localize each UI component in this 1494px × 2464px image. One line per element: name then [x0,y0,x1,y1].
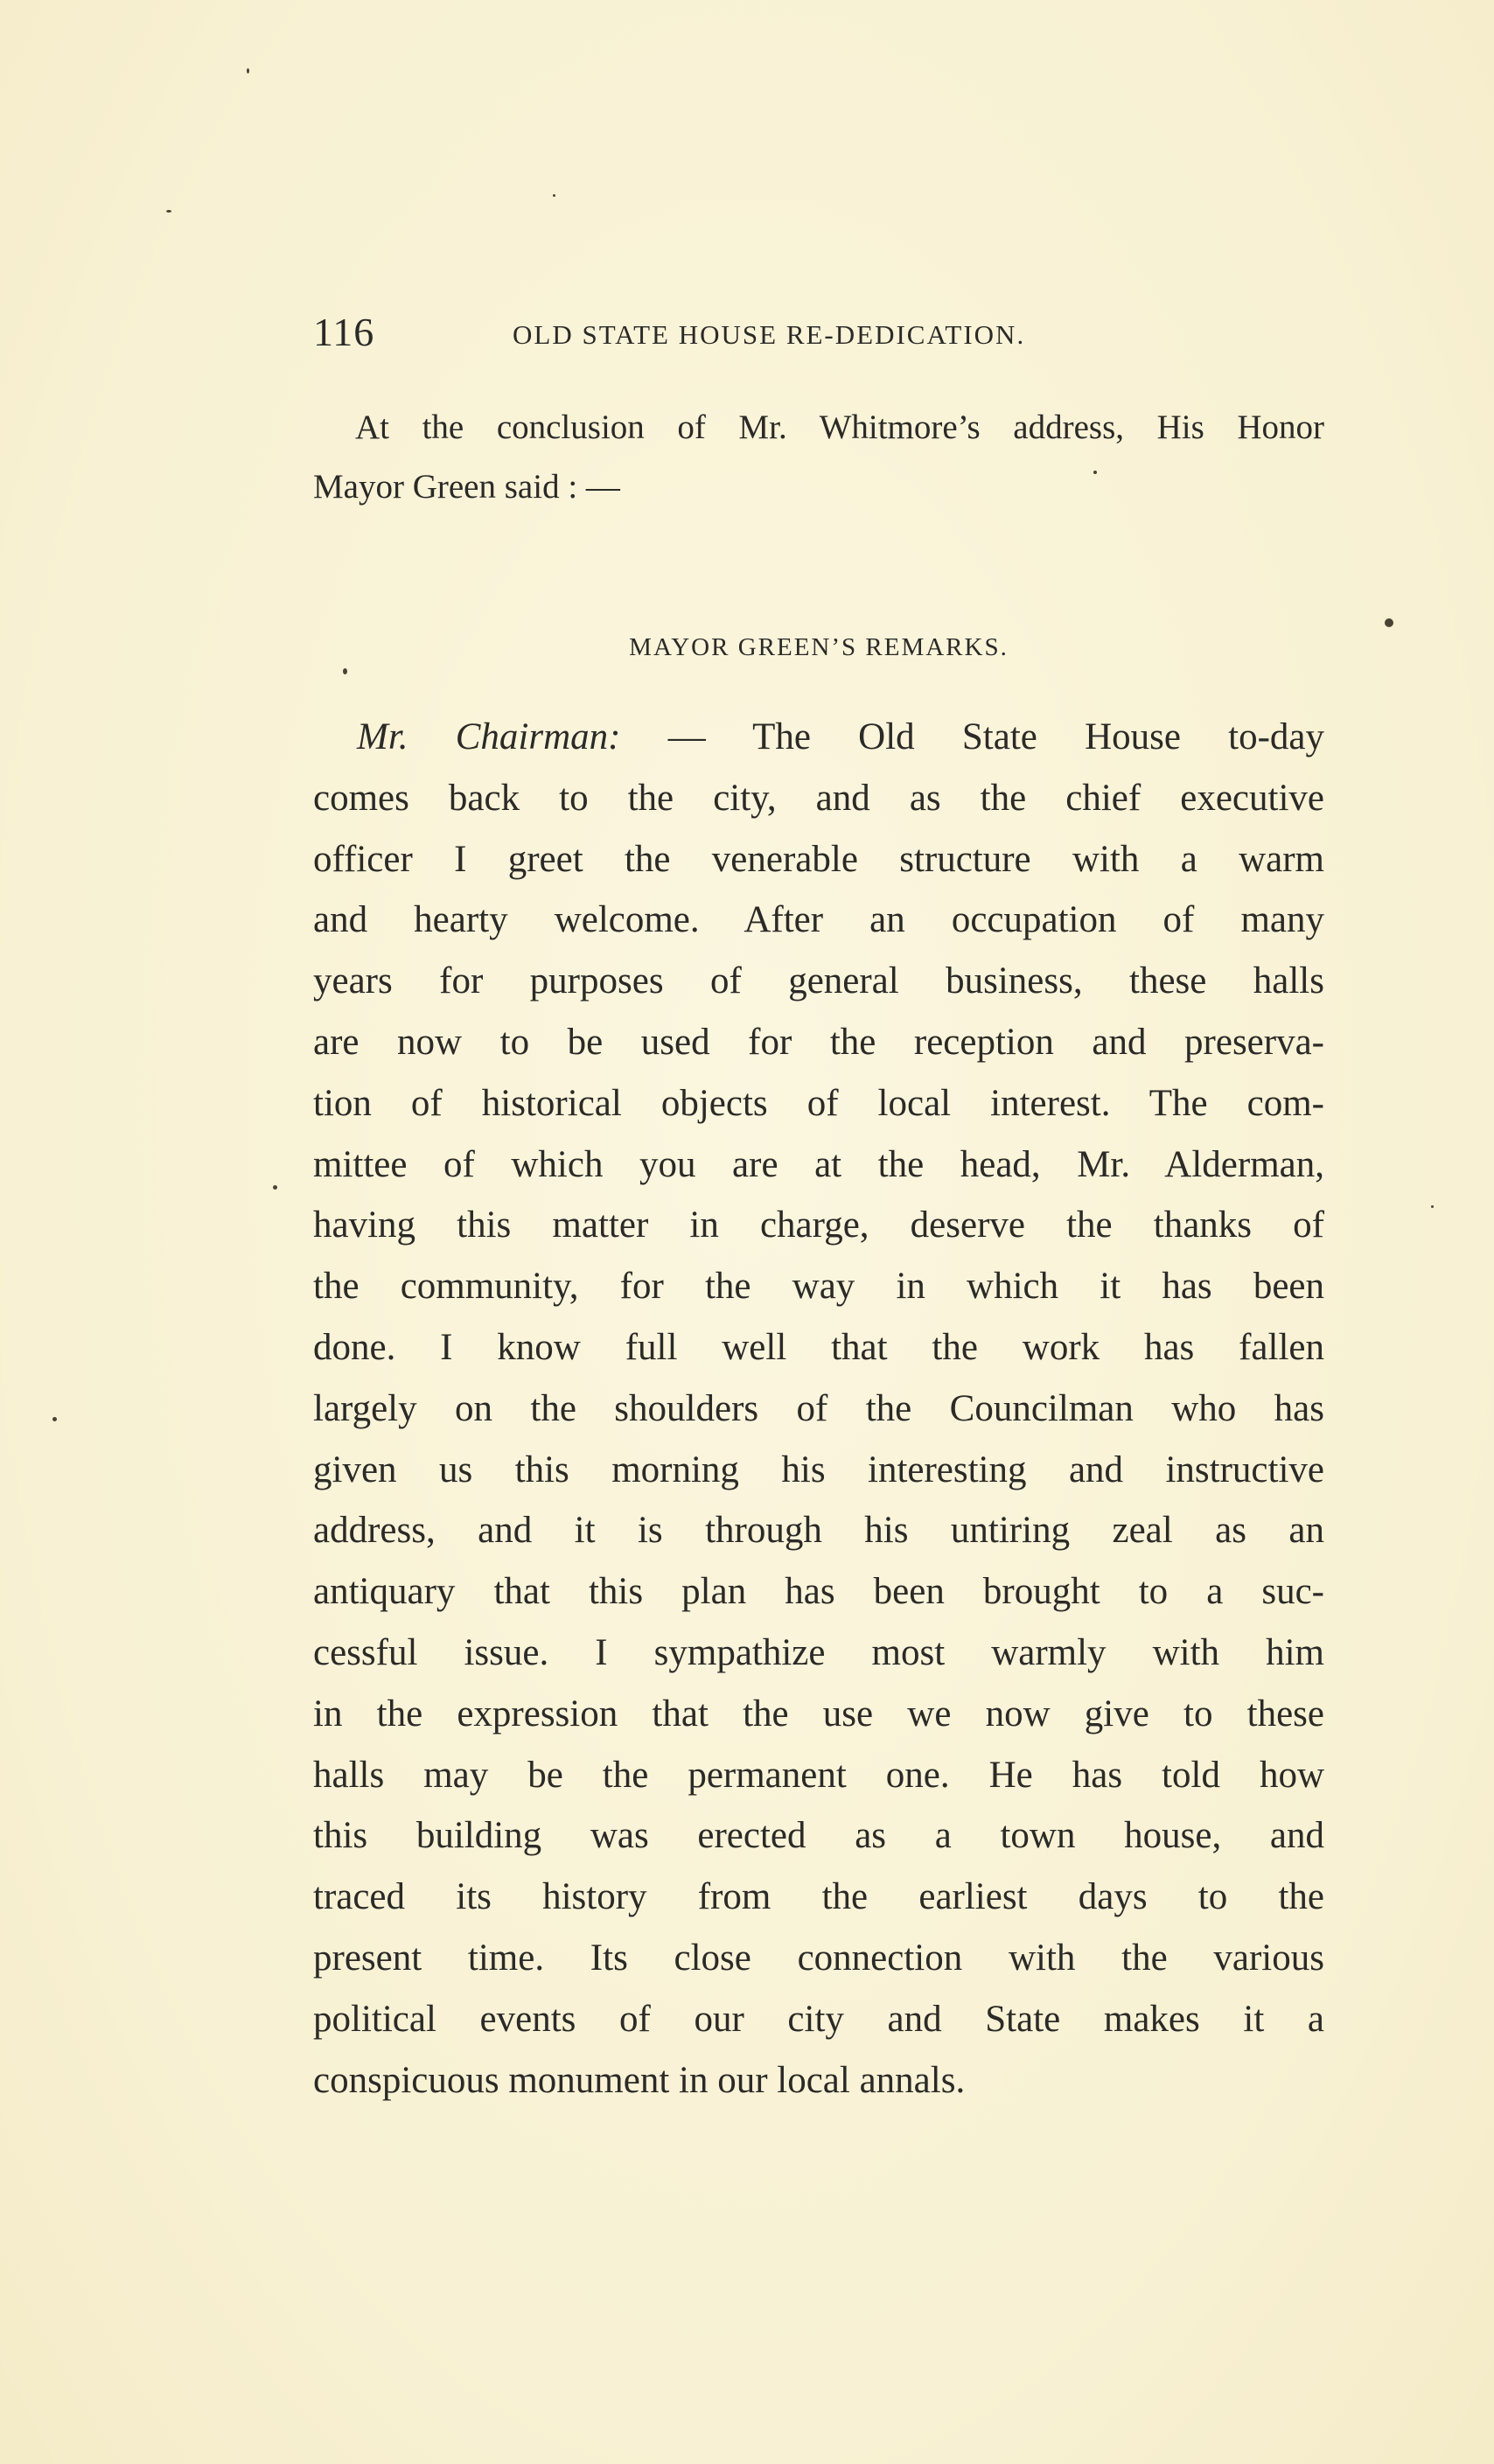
salutation: Mr. Chairman: [357,716,621,757]
paper-speck [343,668,347,674]
remarks-line: given us this morning his interesting and instructive [313,1448,1324,1490]
remarks-line: in the expression that the use we now give to these [313,1693,1324,1735]
paper-speck [273,1185,277,1190]
remarks-line: are now to be used for the reception and preserva- [313,1021,1324,1063]
remarks-line: having this matter in charge, deserve the thanks of [313,1204,1324,1246]
remarks-line: this building was erected as a town house, and [313,1815,1324,1857]
remarks-line: tion of historical objects of local interest. The com- [313,1082,1324,1124]
remarks-paragraph [313,707,1324,2111]
remarks-line: largely on the shoulders of the Councilman who has [313,1387,1324,1429]
remarks-line: done. I know full well that the work has fallen [313,1326,1324,1368]
paper-speck [166,210,171,213]
paper-speck [1431,1205,1434,1208]
remarks-line: mittee of which you are at the head, Mr. Alderman, [313,1143,1324,1185]
paper-speck [247,68,249,73]
intro-line: At the conclusion of Mr. Whitmore’s address, His Honor [355,408,1324,446]
intro-line: Mayor Green said : — [313,468,620,506]
running-head: OLD STATE HOUSE RE-DEDICATION. [513,319,1026,350]
intro-paragraph [313,398,1324,517]
first-line-text: — The Old State House to-day [620,716,1324,757]
remarks-line: halls may be the permanent one. He has told how [313,1754,1324,1796]
remarks-line: and hearty welcome. After an occupation of many [313,899,1324,941]
section-title: MAYOR GREEN’S REMARKS. [629,633,1009,661]
remarks-line: conspicuous monument in our local annals. [313,2059,966,2101]
remarks-first-line [313,707,1324,768]
remarks-line: address, and it is through his untiring zeal as an [313,1510,1324,1552]
remarks-line: comes back to the city, and as the chief executive [313,777,1324,819]
remarks-line: traced its history from the earliest days to the [313,1876,1324,1918]
remarks-line: officer I greet the venerable structure with a warm [313,838,1324,880]
remarks-line: antiquary that this plan has been brought to a suc- [313,1571,1324,1613]
paper-speck [1385,618,1393,627]
page-number: 116 [313,310,375,354]
remarks-line: the community, for the way in which it has been [313,1266,1324,1308]
page-header [313,306,1328,359]
paper-speck [52,1417,57,1421]
paper-speck [553,194,555,197]
remarks-line: years for purposes of general business, these halls [313,960,1324,1002]
remarks-line: cessful issue. I sympathize most warmly with him [313,1631,1324,1673]
remarks-line: present time. Its close connection with the various [313,1937,1324,1979]
remarks-line: political events of our city and State makes it a [313,1998,1324,2040]
